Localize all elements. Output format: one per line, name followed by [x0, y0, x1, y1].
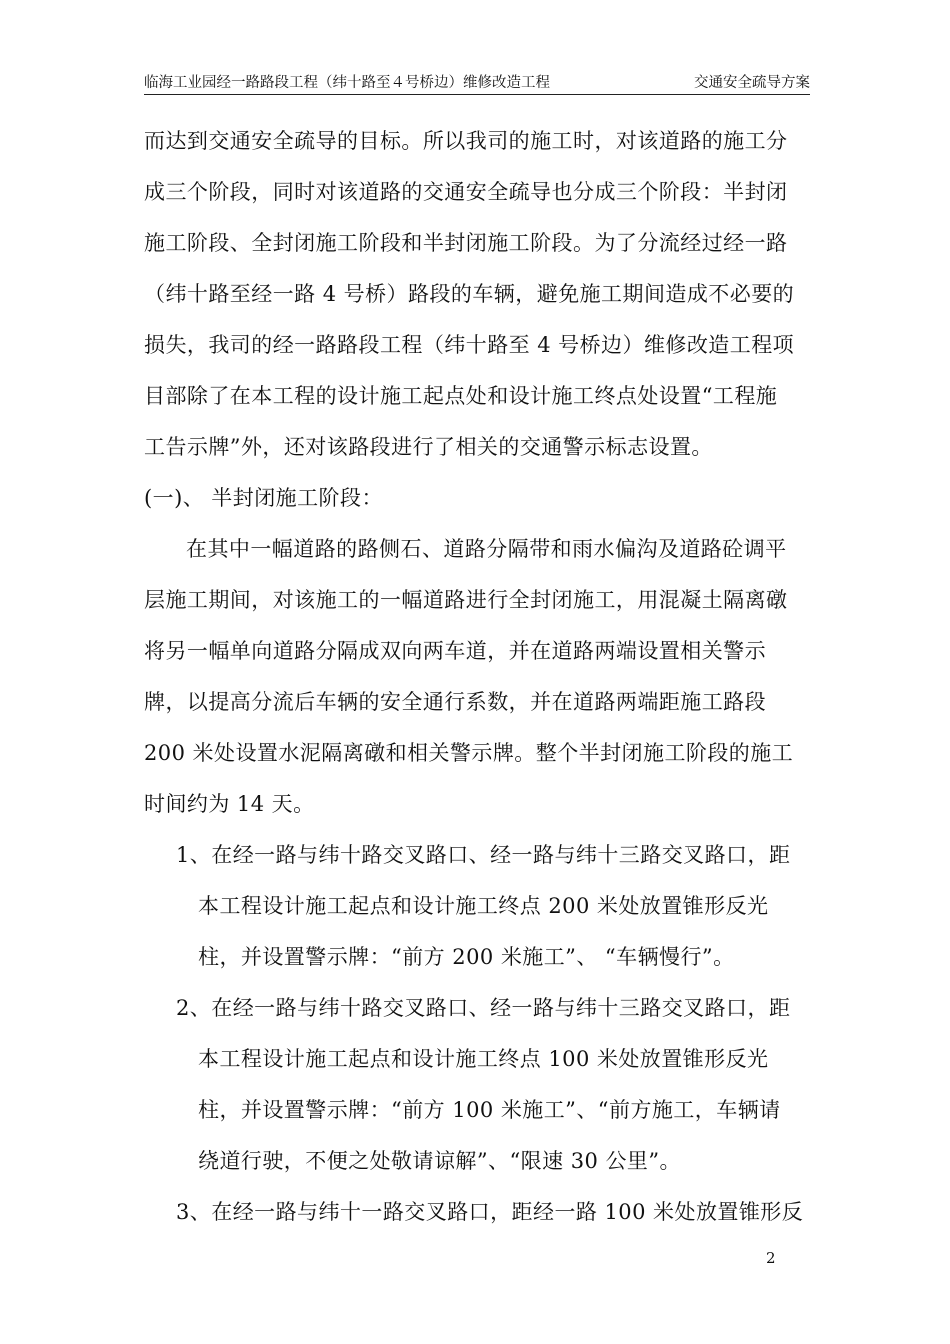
- numbered-list: [144, 830, 810, 1238]
- text-line: 将另一幅单向道路分隔成双向两车道，并在道路两端设置相关警示: [144, 639, 767, 663]
- text-line: 200 米处设置水泥隔离礅和相关警示牌。整个半封闭施工阶段的施工: [144, 741, 794, 765]
- text-line: 工告示牌”外，还对该路段进行了相关的交通警示标志设置。: [144, 435, 713, 459]
- text-line: 成三个阶段，同时对该道路的交通安全疏导也分成三个阶段：半封闭: [144, 180, 788, 204]
- text-line: （纬十路至经一路 4 号桥）路段的车辆，避免施工期间造成不必要的: [144, 282, 795, 306]
- list-item-line: 本工程设计施工起点和设计施工终点 200 米处放置锥形反光: [198, 894, 769, 918]
- list-item-line: 柱，并设置警示牌：“前方 100 米施工”、“前方施工，车辆请: [198, 1098, 781, 1122]
- text-line: 在其中一幅道路的路侧石、道路分隔带和雨水偏沟及道路砼调平: [186, 537, 787, 561]
- text-line: 层施工期间，对该施工的一幅道路进行全封闭施工，用混凝土隔离礅: [144, 588, 788, 612]
- text-line: 损失，我司的经一路路段工程（纬十路至 4 号桥边）维修改造工程项: [144, 333, 795, 357]
- list-item-3: [144, 1187, 810, 1238]
- text-line: 目部除了在本工程的设计施工起点处和设计施工终点处设置“工程施: [144, 384, 778, 408]
- section-heading: (一)、 半封闭施工阶段：: [144, 486, 383, 510]
- list-item-2: [144, 983, 810, 1187]
- list-item-line: 3、在经一路与纬十一路交叉路口，距经一路 100 米处放置锥形反: [176, 1200, 804, 1224]
- page-number: 2: [766, 1249, 776, 1267]
- text-line: 而达到交通安全疏导的目标。所以我司的施工时，对该道路的施工分: [144, 129, 788, 153]
- header-project-title: 临海工业园经一路路段工程（纬十路至４号桥边）维修改造工程: [144, 75, 550, 91]
- header-document-title: 交通安全疏导方案: [694, 75, 810, 91]
- text-line: 牌，以提高分流后车辆的安全通行系数，并在道路两端距施工路段: [144, 690, 767, 714]
- paragraph-half-closure: [144, 524, 810, 830]
- text-line: 施工阶段、全封闭施工阶段和半封闭施工阶段。为了分流经过经一路: [144, 231, 788, 255]
- page-header: [144, 68, 810, 95]
- list-item-line: 柱，并设置警示牌：“前方 200 米施工”、 “车辆慢行”。: [198, 945, 735, 969]
- document-body: [144, 116, 810, 1238]
- list-item-1: [144, 830, 810, 983]
- paragraph-intro: [144, 116, 810, 473]
- text-line: 时间约为 14 天。: [144, 792, 315, 816]
- list-item-line: 1、在经一路与纬十路交叉路口、经一路与纬十三路交叉路口，距: [176, 843, 791, 867]
- list-item-line: 绕道行驶，不便之处敬请谅解”、“限速 30 公里”。: [198, 1149, 681, 1173]
- list-item-line: 2、在经一路与纬十路交叉路口、经一路与纬十三路交叉路口，距: [176, 996, 791, 1020]
- list-item-line: 本工程设计施工起点和设计施工终点 100 米处放置锥形反光: [198, 1047, 769, 1071]
